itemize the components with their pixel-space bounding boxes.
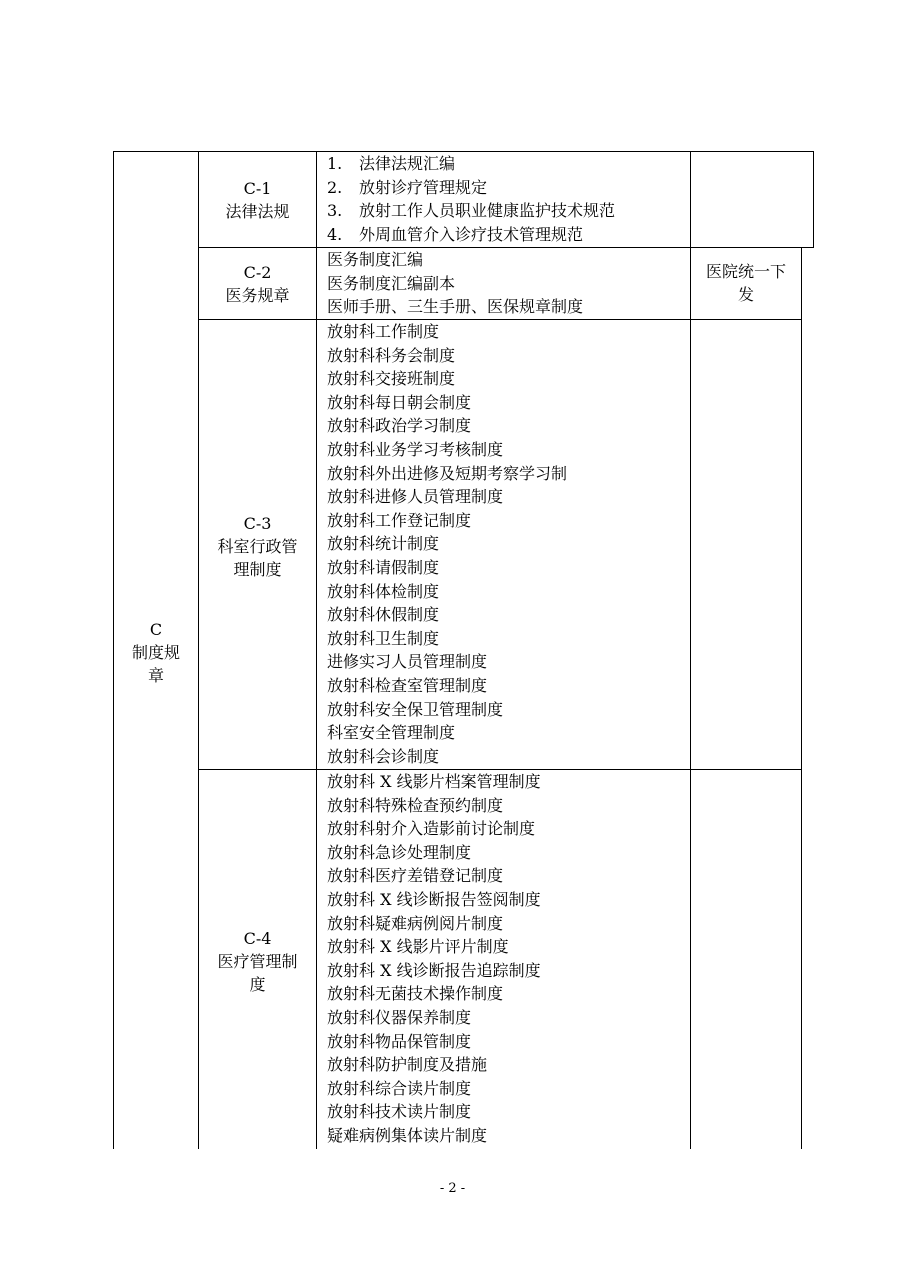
page-number: - 2 -: [439, 1181, 466, 1196]
list-item: 放射科每日朝会制度: [327, 392, 472, 412]
list-item: 放射科防护制度及措施: [327, 1055, 488, 1075]
list-item: 放射科政治学习制度: [327, 416, 472, 436]
section-name-line-1: 科室行政管: [217, 536, 298, 556]
section-c4-label: [199, 925, 316, 997]
section-c1-label: [199, 152, 316, 247]
section-name-line-1: 医疗管理制: [217, 951, 298, 971]
section-name-line-2: 度: [249, 974, 266, 994]
column-divider-2: [316, 151, 317, 1149]
list-item: 放射科 X 线影片评片制度: [327, 937, 509, 957]
category-name-line-1: 制度规: [131, 642, 180, 662]
category-code: C: [149, 619, 163, 639]
section-c4-items: [327, 770, 541, 1148]
list-item: 放射科射介入造影前讨论制度: [327, 819, 536, 839]
list-item: 放射科安全保卫管理制度: [327, 699, 504, 719]
list-item: 放射科交接班制度: [327, 369, 456, 389]
list-item: 进修实习人员管理制度: [327, 652, 488, 672]
section-code: C-2: [243, 262, 272, 282]
list-item: 放射科医疗差错登记制度: [327, 866, 504, 886]
section-name-line-2: 理制度: [233, 559, 282, 579]
category-cell: [114, 616, 198, 688]
list-item: 放射科统计制度: [327, 534, 440, 554]
list-item: 1. 法律法规汇编: [327, 154, 456, 173]
section-name: 医务规章: [225, 285, 290, 305]
list-item: 疑难病例集体读片制度: [327, 1125, 488, 1145]
list-item: 放射科仪器保养制度: [327, 1007, 472, 1027]
section-c1-items: [327, 152, 615, 246]
list-item: 放射科无菌技术操作制度: [327, 984, 504, 1004]
list-item: 放射科技术读片制度: [327, 1102, 472, 1122]
section-c2-label: [199, 248, 316, 319]
list-item: 放射科请假制度: [327, 557, 440, 577]
list-item: 放射科体检制度: [327, 581, 440, 601]
section-code: C-3: [243, 513, 272, 533]
list-item: 放射科 X 线诊断报告追踪制度: [327, 960, 541, 980]
list-item: 放射科外出进修及短期考察学习制: [327, 463, 568, 483]
section-name: 法律法规: [225, 201, 290, 221]
table-right-border: [801, 247, 802, 1149]
list-item: 放射科休假制度: [327, 605, 440, 625]
list-item: 4. 外周血管介入诊疗技术管理规范: [327, 224, 584, 244]
list-item: 2. 放射诊疗管理规定: [327, 177, 488, 197]
list-item: 放射科 X 线诊断报告签阅制度: [327, 889, 541, 909]
category-name-line-2: 章: [147, 665, 164, 685]
section-c2-items: [327, 248, 583, 319]
list-item: 放射科急诊处理制度: [327, 842, 472, 862]
table-right-border-top: [813, 151, 814, 247]
list-item: 医师手册、三生手册、医保规章制度: [327, 297, 584, 317]
list-item: 放射科物品保管制度: [327, 1031, 472, 1051]
section-code: C-1: [243, 178, 272, 198]
section-code: C-4: [243, 928, 272, 948]
list-item: 放射科业务学习考核制度: [327, 439, 504, 459]
list-item: 放射科 X 线影片档案管理制度: [327, 772, 541, 791]
list-item: 放射科疑难病例阅片制度: [327, 913, 504, 933]
section-c3-label: [199, 510, 316, 582]
list-item: 医务制度汇编: [327, 250, 424, 269]
list-item: 科室安全管理制度: [327, 723, 456, 743]
list-item: 放射科会诊制度: [327, 746, 440, 766]
list-item: 放射科工作登记制度: [327, 510, 472, 530]
section-c2-note: 医院统一下 发: [705, 262, 786, 304]
list-item: 放射科卫生制度: [327, 628, 440, 648]
list-item: 医务制度汇编副本: [327, 273, 456, 293]
list-item: 放射科工作制度: [327, 322, 440, 341]
list-item: 放射科科务会制度: [327, 345, 456, 365]
list-item: 放射科特殊检查预约制度: [327, 795, 504, 815]
list-item: 3. 放射工作人员职业健康监护技术规范: [327, 201, 616, 221]
list-item: 放射科检查室管理制度: [327, 675, 488, 695]
section-c3-items: [327, 320, 567, 768]
list-item: 放射科综合读片制度: [327, 1078, 472, 1098]
list-item: 放射科进修人员管理制度: [327, 487, 504, 507]
